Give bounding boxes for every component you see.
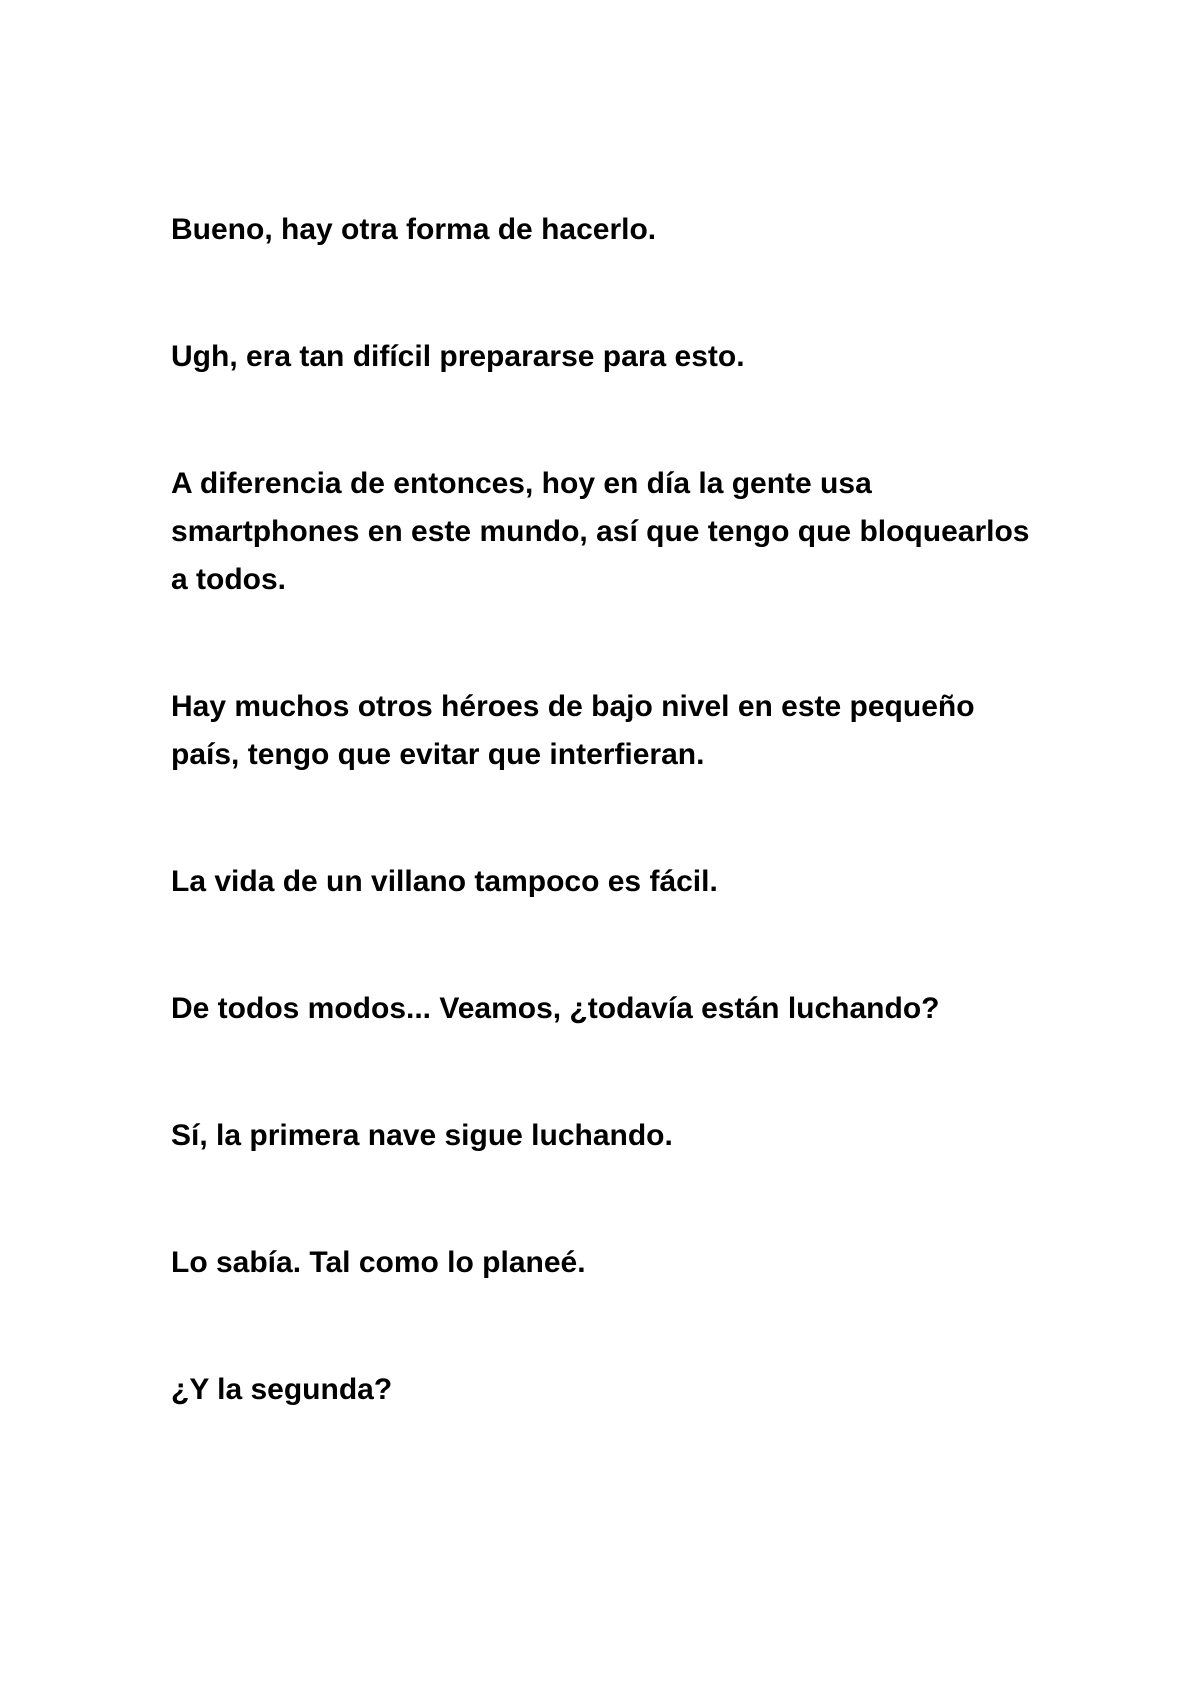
paragraph-3: A diferencia de entonces, hoy en día la gente usa smartphones en este mundo, así que tengo que bloquearlos a todos. xyxy=(171,467,1030,596)
paragraph-9: ¿Y la segunda? xyxy=(171,1373,393,1406)
paragraph-8: Lo sabía. Tal como lo planeé. xyxy=(171,1246,586,1279)
paragraph-1: Bueno, hay otra forma de hacerlo. xyxy=(171,213,657,246)
paragraph-4: Hay muchos otros héroes de bajo nivel en este pequeño país, tengo que evitar que interfieran. xyxy=(171,690,975,771)
paragraph-2: Ugh, era tan difícil prepararse para esto. xyxy=(171,340,745,373)
paragraph-6: De todos modos... Veamos, ¿todavía están luchando? xyxy=(171,992,940,1025)
paragraph-7: Sí, la primera nave sigue luchando. xyxy=(171,1119,673,1152)
paragraph-5: La vida de un villano tampoco es fácil. xyxy=(171,865,718,898)
